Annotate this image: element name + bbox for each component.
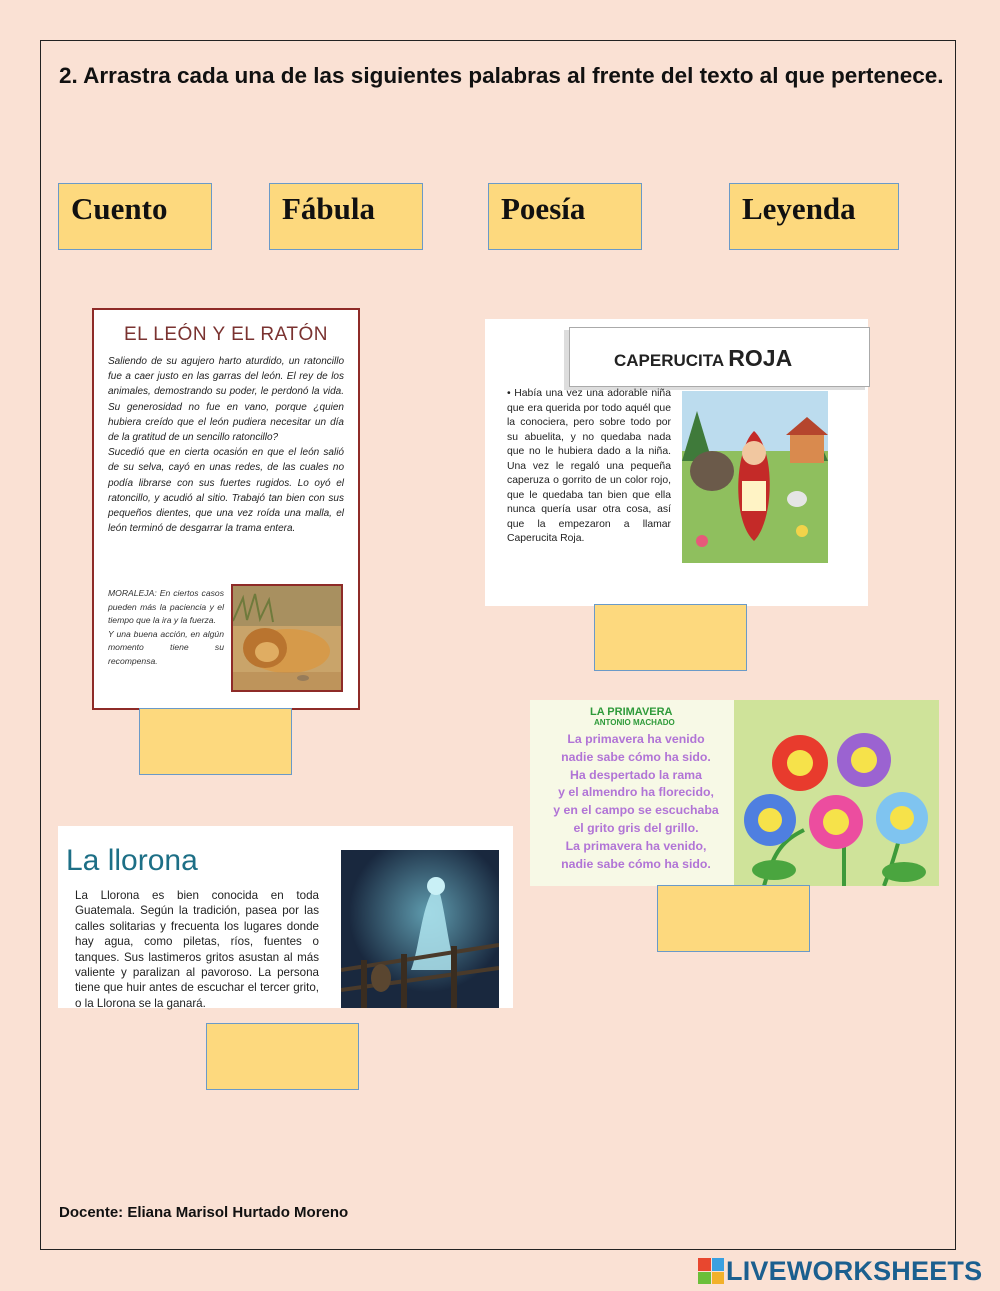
leon-body: Saliendo de su agujero harto aturdido, un ratoncillo fue a caer justo en las garras del león. El rey de los animales, demostrando su poder, le perdonó la vida. Su generosidad no fue en vano, porque ¿quien hubiera creído que el león pudiera necesitar un día de la gratitud de un sencillo ratoncillo? Sucedió que en cierta ocasión en que el león salió de su selva, cayó en unas redes, de las cuales no podía librarse con sus fuertes rugidos. Lo oyó el ratoncillo, y acudió al sitio. Trabajó tan bien con sus pequeños dientes, que una vez roída una malla, el león terminó de desgarrar la trama entera. <box>108 356 344 535</box>
primavera-title: LA PRIMAVERA <box>590 706 673 718</box>
primavera-verses: La primavera ha venido nadie sabe cómo ha sido. Ha despertado la rama y el almendro ha florecido, y en el campo se escuchaba el grito gris del grillo. La primavera ha venido, nadie sabe cómo ha sido. <box>553 732 719 871</box>
drop-box-caperucita[interactable] <box>594 604 747 671</box>
leon-moral: MORALEJA: En ciertos casos pueden más la paciencia y el tiempo que la ira y la fuerza. Y una buena acción, en algún momento tiene su recompensa. <box>108 588 224 666</box>
drop-box-primavera[interactable] <box>657 885 810 952</box>
primavera-card <box>530 700 939 886</box>
drop-box-llorona[interactable] <box>206 1023 359 1090</box>
drop-box-leon[interactable] <box>139 708 292 775</box>
primavera-author: ANTONIO MACHADO <box>594 718 675 727</box>
leon-raton-card <box>92 308 360 710</box>
llorona-illustration <box>341 850 499 1008</box>
lion-mouse-illustration <box>231 584 343 692</box>
caperucita-body: • Había una vez una adorable niña que era querida por todo aquél que la conociera, pero sobre todo por su abuelita, y no quedaba nada que no le hubiera dado a la niña. Una vez le regaló una pequeña caperuza o gorrito de un color rojo, que le quedaba tan bien que ella nunca quería usar otra cosa, así que la empezaron a llamar Caperucita Roja. <box>507 388 671 544</box>
flowers-illustration <box>734 700 939 886</box>
word-poesia[interactable]: Poesía <box>488 183 642 250</box>
liveworksheets-brand <box>698 1256 982 1286</box>
teacher-credit: Docente: Eliana Marisol Hurtado Moreno <box>59 1204 349 1221</box>
word-leyenda[interactable]: Leyenda <box>729 183 899 250</box>
liveworksheets-logo-icon <box>698 1258 724 1284</box>
word-fabula[interactable]: Fábula <box>269 183 423 250</box>
instruction-text: 2. Arrastra cada una de las siguientes palabras al frente del texto al que pertenece. <box>59 63 944 88</box>
caperucita-title: CAPERUCITA ROJA <box>614 345 793 371</box>
llorona-body: La Llorona es bien conocida en toda Guatemala. Según la tradición, pasea por las calles solitarias y frecuenta los lugares donde hay agua, como piletas, ríos, fuentes o tanques. Sus lastimeros gritos asustan al más valiente y paralizan al pavoroso. La persona tiene que huir antes de escuchar el tercer grito, o la Llorona se la ganará. <box>75 889 319 1010</box>
llorona-title: La llorona <box>66 844 198 877</box>
caperucita-banner <box>569 327 870 387</box>
brand-text: LIVEWORKSHEETS <box>726 1255 983 1286</box>
caperucita-card <box>485 319 868 606</box>
leon-title: EL LEÓN Y EL RATÓN <box>123 324 328 345</box>
caperucita-illustration <box>682 391 828 563</box>
llorona-card <box>58 826 513 1008</box>
word-cuento[interactable]: Cuento <box>58 183 212 250</box>
